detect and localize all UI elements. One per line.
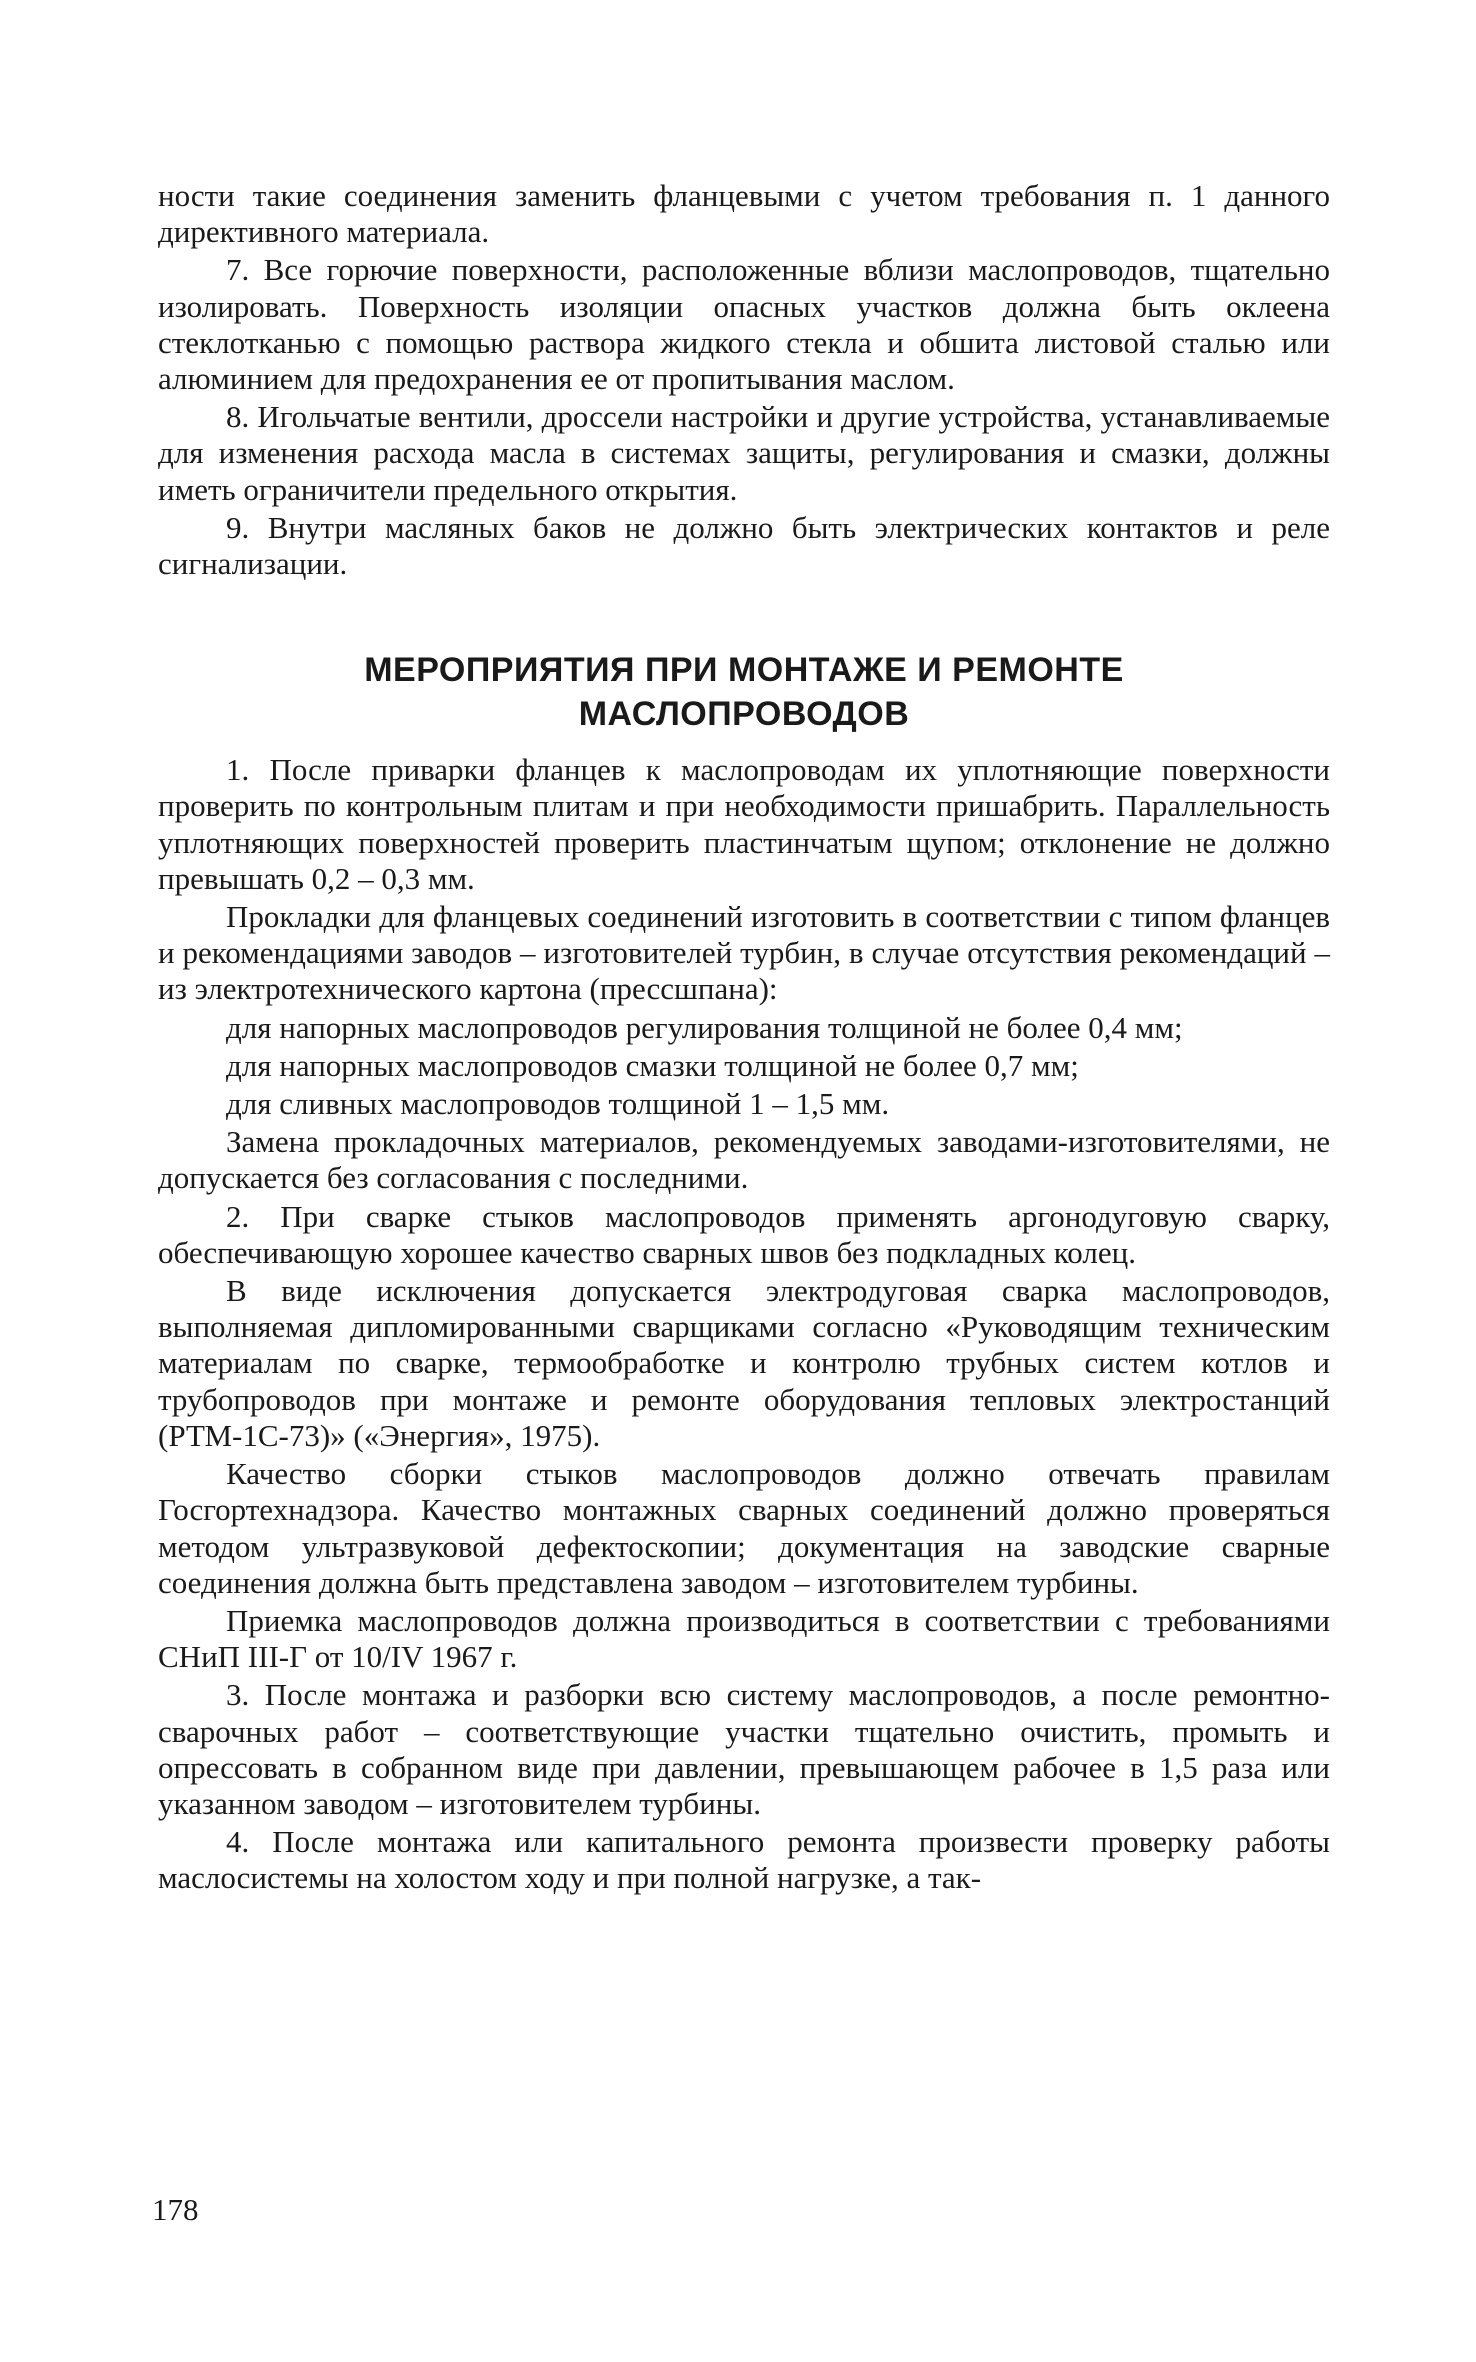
paragraph-item-8: 8. Игольчатые вентили, дроссели настройки и другие устройства, устанавливаемые для изменения расхода масла в системах защиты, регулирования и смазки, должны иметь ограничители предельного открытия. — [158, 399, 1330, 507]
paragraph-item-4: 4. После монтажа или капитального ремонта произвести проверку работы маслосистемы на холостом ходу и при полной нагрузке, а так- — [158, 1824, 1330, 1896]
paragraph-item-2: 2. При сварке стыков маслопроводов применять аргонодуговую сварку, обеспечивающую хорошее качество сварных швов без подкладных колец. — [158, 1198, 1330, 1270]
document-page — [158, 178, 1330, 1899]
page-number: 178 — [152, 2192, 199, 2227]
paragraph-item-1: 1. После приварки фланцев к маслопроводам их уплотняющие поверхности проверить по контрольным плитам и при необходимости пришабрить. Параллельность уплотняющих поверхностей проверить пластинчатым щупом; отклонение не должно превышать 0,2 – 0,3 мм. — [158, 752, 1330, 896]
paragraph-list-drain: для сливных маслопроводов толщиной 1 – 1,5 мм. — [226, 1086, 890, 1122]
paragraph-acceptance: Приемка маслопроводов должна производиться в соответствии с требованиями СНиП III-Г от 10/IV 1967 г. — [158, 1602, 1330, 1675]
paragraph-exception: В виде исключения допускается электродуговая сварка маслопроводов, выполняемая дипломированными сварщиками согласно «Руководящим техническим материалам по сварке, термообработке и контролю трубных систем котлов и трубопроводов при монтаже и ремонте оборудования тепловых электростанций (РТМ-1С-73)» («Энергия», 1975). — [158, 1273, 1330, 1453]
paragraph-gaskets: Прокладки для фланцевых соединений изготовить в соответствии с типом фланцев и рекомендациями заводов – изготовителей турбин, в случае отсутствия рекомендаций – из электротехнического картона (прессшпана): — [158, 899, 1330, 1007]
paragraph-quality: Качество сборки стыков маслопроводов должно отвечать правилам Госгортехнадзора. Качество монтажных сварных соединений должно проверяться методом ультразвуковой дефектоскопии; документация на заводские сварные соединения должна быть представлена заводом – изготовителем турбины. — [158, 1456, 1330, 1600]
paragraph-continuation: ности такие соединения заменить фланцевыми с учетом требования п. 1 данного директивного материала. — [158, 178, 1330, 250]
paragraph-list-regulation: для напорных маслопроводов регулирования толщиной не более 0,4 мм; — [226, 1009, 1183, 1045]
paragraph-gasket-replacement: Замена прокладочных материалов, рекомендуемых заводами-изготовителями, не допускается без согласования с последними. — [158, 1124, 1330, 1196]
paragraph-list-lubrication: для напорных маслопроводов смазки толщиной не более 0,7 мм; — [226, 1047, 1079, 1083]
section-heading: МЕРОПРИЯТИЯ ПРИ МОНТАЖЕ И РЕМОНТЕ МАСЛОПРОВОДОВ — [364, 651, 1124, 734]
section-before — [158, 178, 1330, 582]
paragraph-item-7: 7. Все горючие поверхности, расположенные вблизи маслопроводов, тщательно изолировать. Поверхность изоляции опасных участков должна быть оклеена стеклотканью с помощью раствора жидкого стекла и обшита листовой сталью или алюминием для предохранения ее от пропитывания маслом. — [158, 252, 1330, 397]
section-after — [158, 752, 1330, 1896]
paragraph-item-3: 3. После монтажа и разборки всю систему маслопроводов, а после ремонтно-сварочных работ – соответствующие участки тщательно очистить, промыть и опрессовать в собранном виде при давлении, превышающем рабочее в 1,5 раза или указанном заводом – изготовителем турбины. — [158, 1677, 1330, 1821]
paragraph-item-9: 9. Внутри масляных баков не должно быть электрических контактов и реле сигнализации. — [158, 509, 1330, 582]
